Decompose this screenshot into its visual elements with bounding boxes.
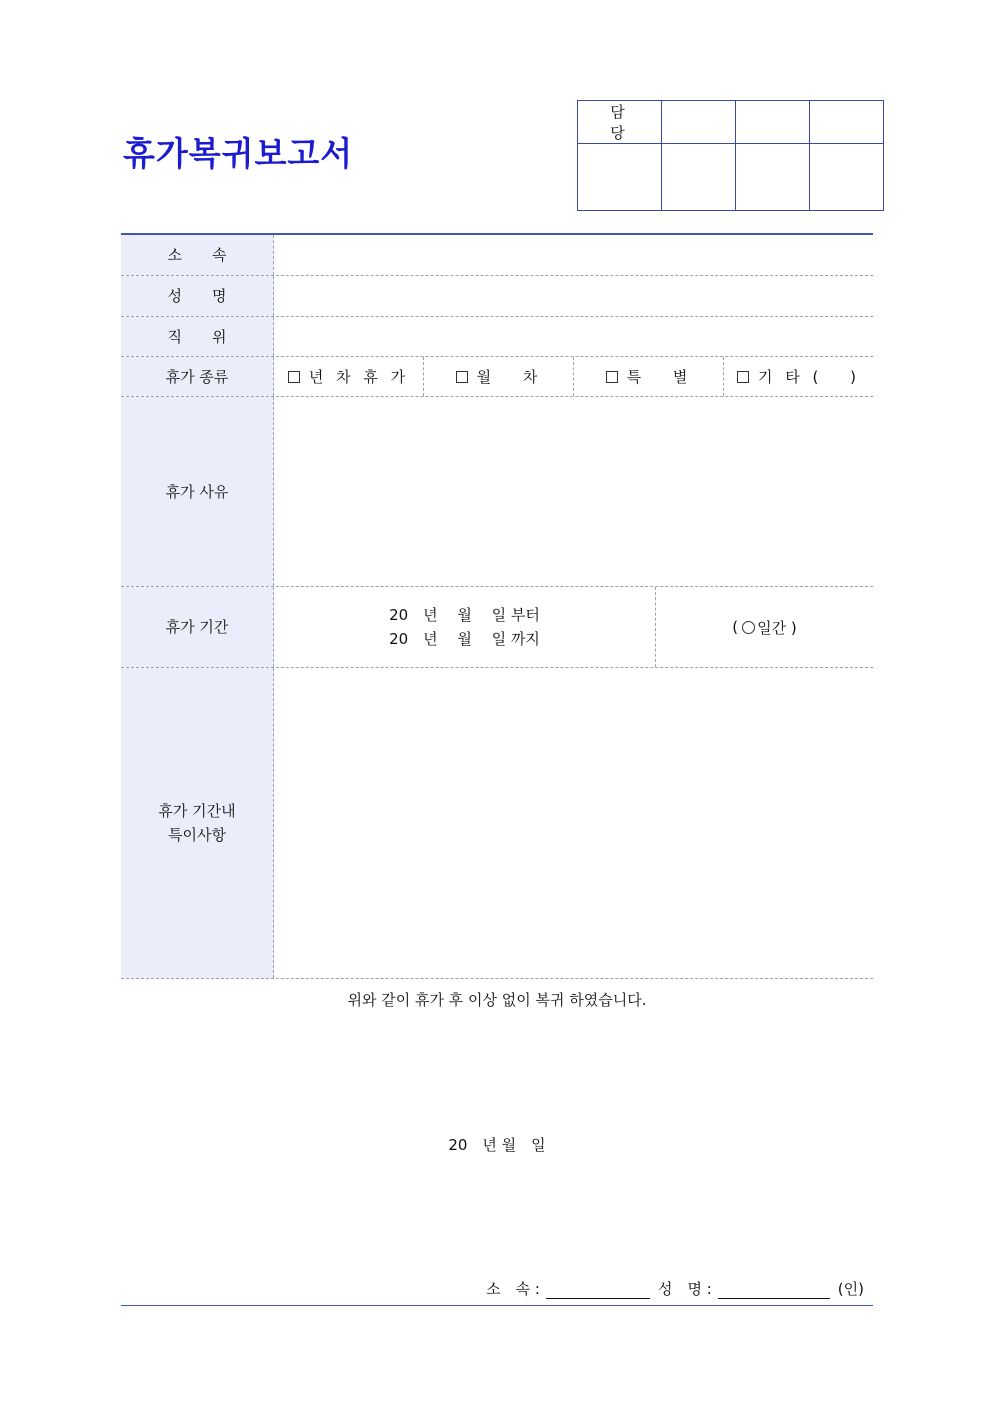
leave-option-label: 특 별 — [626, 368, 692, 386]
signature-line — [486, 1278, 864, 1299]
position-field[interactable] — [274, 317, 873, 356]
notes-label-line1: 휴가 기간내 — [158, 802, 236, 820]
statement: 위와 같이 휴가 후 이상 없이 복귀 하였습니다. — [347, 991, 647, 1009]
period-dates[interactable] — [274, 587, 656, 667]
approval-box — [577, 100, 884, 211]
label-notes — [121, 668, 274, 978]
checkbox-icon[interactable] — [737, 371, 749, 383]
label-affiliation: 소 속 — [121, 235, 274, 275]
affiliation-field[interactable] — [274, 235, 873, 275]
days-label: 일간 ) — [757, 618, 797, 637]
leave-option-label: 월 차 — [476, 368, 542, 386]
signature-name-label: 성 명 : — [657, 1280, 712, 1298]
period-from: 20 년 월 일 부터 — [389, 606, 540, 624]
name-field[interactable] — [274, 276, 873, 316]
label-position: 직 위 — [121, 317, 274, 356]
leave-option-annual[interactable] — [274, 357, 424, 396]
approval-sign-cell[interactable] — [810, 144, 884, 211]
signature-affiliation-label: 소 속 : — [486, 1280, 540, 1298]
period-days[interactable] — [656, 617, 873, 638]
seal-label: (인) — [837, 1280, 864, 1298]
label-leave-type: 휴가 종류 — [121, 357, 274, 396]
approval-head-label: 담 당 — [578, 101, 662, 144]
row-affiliation — [121, 235, 873, 276]
leave-option-label: 기 타 ( ) — [758, 368, 860, 386]
leave-reason-field[interactable] — [274, 397, 873, 586]
form-bottom-border — [121, 1305, 873, 1306]
row-notes — [121, 668, 873, 979]
leave-option-label: 년 차 휴 가 — [308, 368, 410, 386]
circle-icon — [742, 621, 755, 634]
checkbox-icon[interactable] — [606, 371, 618, 383]
approval-sign-cell[interactable] — [662, 144, 736, 211]
label-leave-reason: 휴가 사유 — [121, 397, 274, 586]
signature-name-field[interactable] — [718, 1280, 830, 1299]
leave-period-field — [274, 587, 873, 667]
signature-affiliation-field[interactable] — [546, 1280, 650, 1299]
document-title: 휴가복귀보고서 — [123, 134, 354, 173]
row-leave-reason — [121, 397, 873, 587]
approval-head-cell — [662, 101, 736, 144]
approval-head-cell — [810, 101, 884, 144]
leave-option-special[interactable] — [574, 357, 724, 396]
label-name: 성 명 — [121, 276, 274, 316]
days-open: ( — [732, 618, 739, 636]
period-to: 20 년 월 일 까지 — [389, 630, 540, 648]
approval-head-cell — [736, 101, 810, 144]
date-line[interactable]: 20 년 월 일 — [448, 1136, 546, 1154]
label-leave-period: 휴가 기간 — [121, 587, 274, 667]
notes-field[interactable] — [274, 668, 873, 978]
approval-sign-cell[interactable] — [578, 144, 662, 211]
approval-sign-cell[interactable] — [736, 144, 810, 211]
checkbox-icon[interactable] — [288, 371, 300, 383]
row-leave-type — [121, 357, 873, 397]
leave-option-other[interactable] — [724, 357, 873, 396]
checkbox-icon[interactable] — [456, 371, 468, 383]
leave-option-monthly[interactable] — [424, 357, 574, 396]
row-position — [121, 317, 873, 357]
notes-label-line2: 특이사항 — [168, 826, 226, 844]
row-leave-period — [121, 587, 873, 668]
leave-type-options — [274, 357, 873, 396]
row-name — [121, 276, 873, 317]
